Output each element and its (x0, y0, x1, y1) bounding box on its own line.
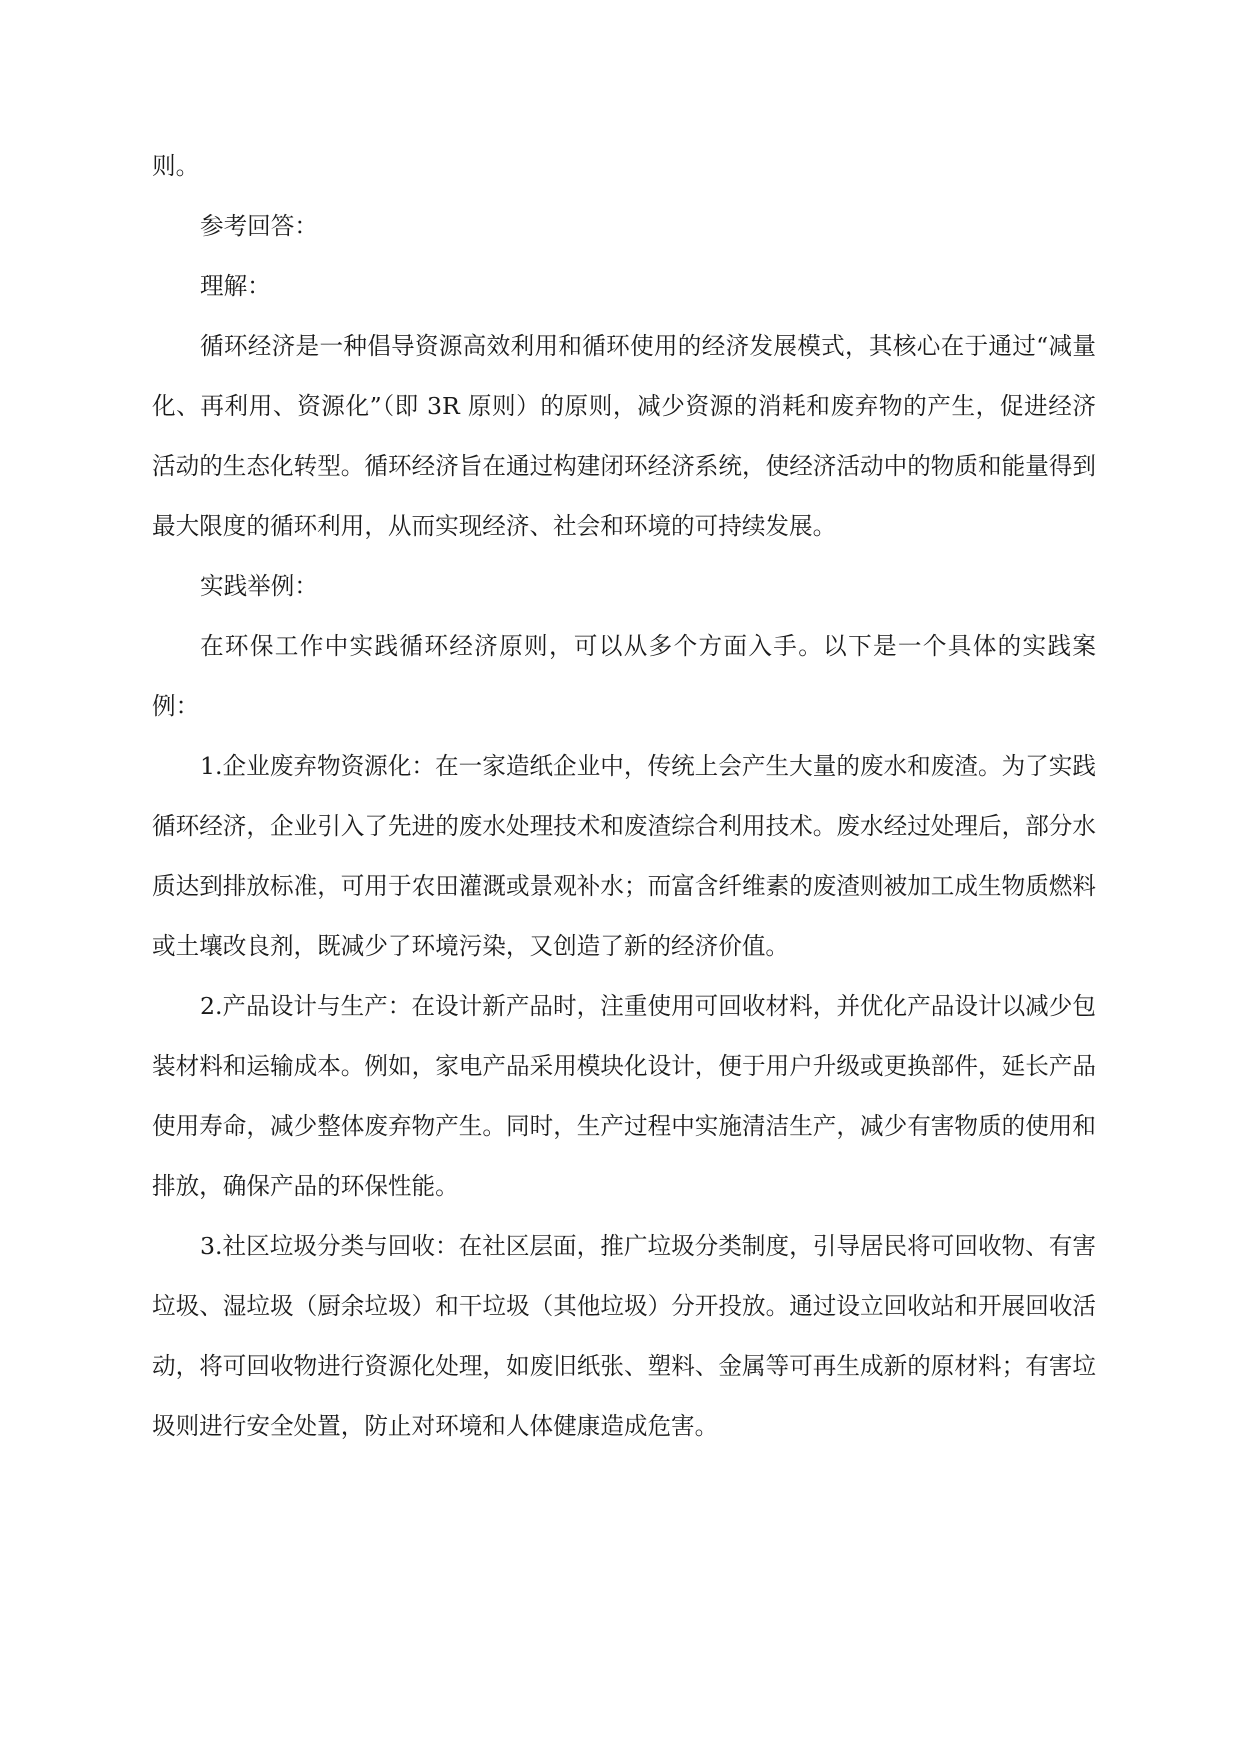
paragraph-practice-example-heading: 实践举例： (200, 572, 318, 600)
paragraph-case-2-product-design: 2.产品设计与生产：在设计新产品时，注重使用可回收材料，并优化产品设计以减少包装材料和运输成本。例如，家电产品采用模块化设计，便于用户升级或更换部件，延长产品使用寿命，减少整体废弃物产生。同时，生产过程中实施清洁生产，减少有害物质的使用和排放，确保产品的环保性能。 (152, 992, 1096, 1200)
document-body (152, 136, 1096, 1456)
paragraph-practice-intro: 在环保工作中实践循环经济原则，可以从多个方面入手。以下是一个具体的实践案例： (152, 632, 1096, 720)
paragraph-case-3-community-sorting: 3.社区垃圾分类与回收：在社区层面，推广垃圾分类制度，引导居民将可回收物、有害垃圾、湿垃圾（厨余垃圾）和干垃圾（其他垃圾）分开投放。通过设立回收站和开展回收活动，将可回收物进行资源化处理，如废旧纸张、塑料、金属等可再生成新的原材料；有害垃圾则进行安全处置，防止对环境和人体健康造成危害。 (152, 1232, 1096, 1440)
paragraph-understanding-heading: 理解： (200, 272, 271, 300)
paragraph-circular-economy-definition: 循环经济是一种倡导资源高效利用和循环使用的经济发展模式，其核心在于通过“减量化、再利用、资源化”（即 3R 原则）的原则，减少资源的消耗和废弃物的产生，促进经济活动的生态化转型。循环经济旨在通过构建闭环经济系统，使经济活动中的物质和能量得到最大限度的循环利用，从而实现经济、社会和环境的可持续发展。 (152, 332, 1096, 540)
paragraph-reference-answer-heading: 参考回答： (200, 212, 318, 240)
paragraph-continuation: 则。 (152, 152, 200, 180)
paragraph-case-1-enterprise-waste: 1.企业废弃物资源化：在一家造纸企业中，传统上会产生大量的废水和废渣。为了实践循环经济，企业引入了先进的废水处理技术和废渣综合利用技术。废水经过处理后，部分水质达到排放标准，可用于农田灌溉或景观补水；而富含纤维素的废渣则被加工成生物质燃料或土壤改良剂，既减少了环境污染，又创造了新的经济价值。 (152, 752, 1096, 960)
